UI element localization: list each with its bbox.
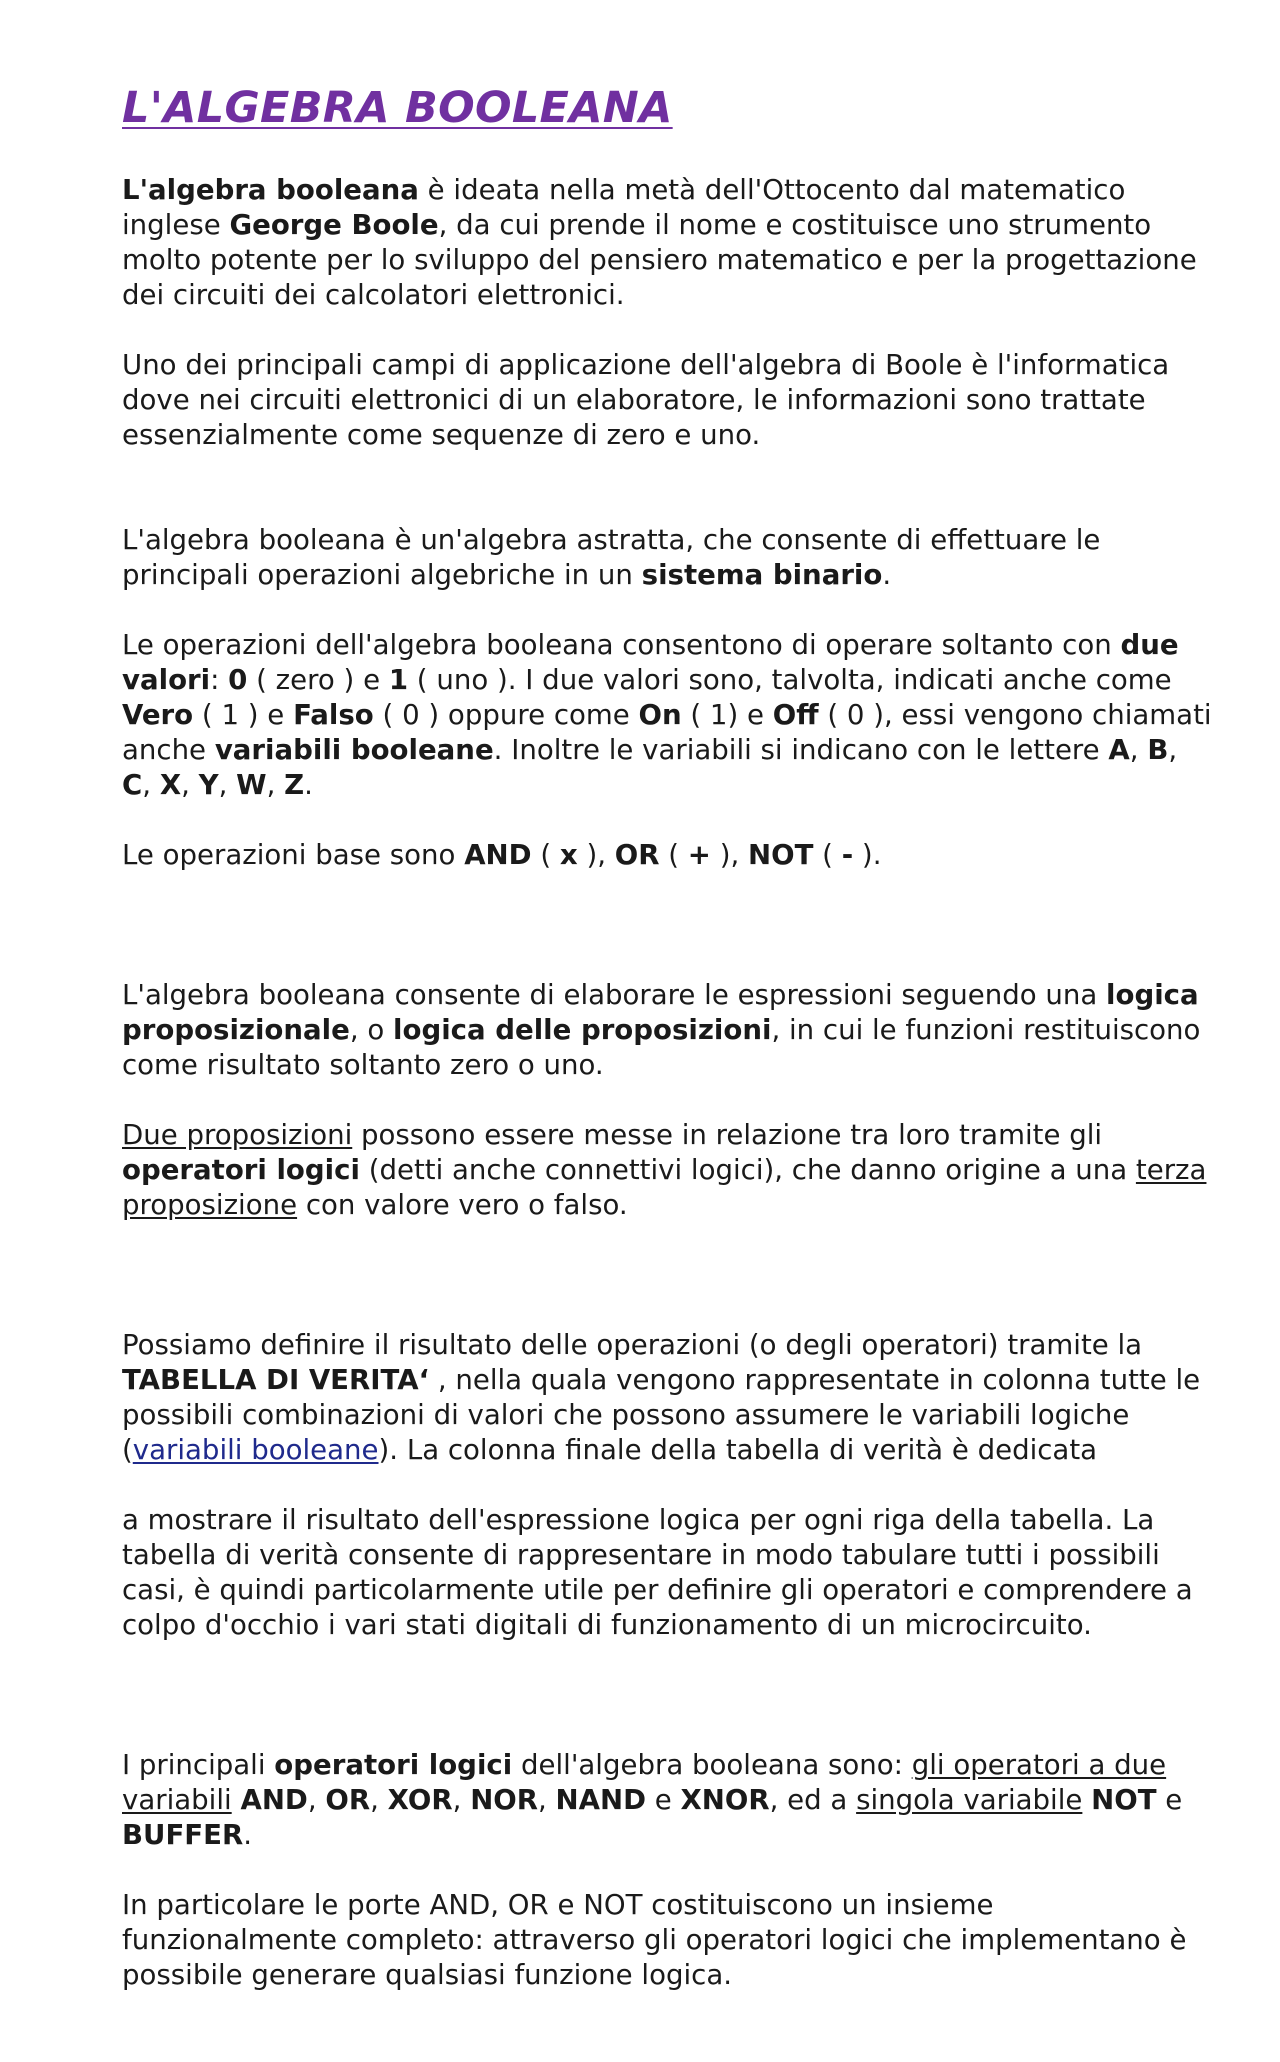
bold-term: BUFFER [122,1818,244,1851]
text: : [210,663,229,696]
paragraph-propositional-logic [122,942,1212,1257]
letter: Z [284,768,305,801]
bold-term: + [687,838,711,871]
bold-term: AND [464,838,532,871]
letter: C [122,768,143,801]
text: ( [659,838,688,871]
text: I principali [122,1748,275,1781]
text: , [452,1783,471,1816]
paragraph-binary-system [122,487,1212,907]
bold-term: OR [614,838,660,871]
separator: , [1168,733,1178,766]
text: , [370,1783,388,1816]
line [122,1747,1212,1852]
text: . [882,558,892,591]
text: , [538,1783,556,1816]
bold-term: Falso [293,698,374,731]
text: Le operazioni base sono [122,838,465,871]
text: dell'algebra booleana sono: [512,1748,912,1781]
text: , ed a [769,1783,857,1816]
underlined-term: singola variabile [856,1783,1083,1816]
text: In particolare le porte AND, OR e NOT costituiscono un insieme funzionalmente completo: attraverso gli operatori logici che implementano è possibile generare qualsiasi funzione logica. [122,1888,1187,1991]
paragraph-truth-table [122,1292,1212,1677]
line [122,1117,1212,1222]
bold-term: AND [240,1783,308,1816]
bold-term: NOT [748,838,814,871]
text: Uno dei principali campi di applicazione dell'algebra di Boole è l'informatica dove nei circuiti elettronici di un elaboratore, le informazioni sono trattate essenzialmente come sequenze di zero e uno. [122,348,1170,451]
letter: B [1147,733,1169,766]
line [122,1887,1212,1992]
underlined-term: gli operatori a due variabili [122,1748,1167,1816]
document-page [122,82,1212,2062]
bold-term: OR [325,1783,371,1816]
text: . [304,768,313,801]
separator: , [142,768,160,801]
text: e [1156,1783,1183,1816]
bold-term: XOR [387,1783,453,1816]
bold-term: logica proposizionale [122,978,1199,1046]
bold-term: XNOR [680,1783,770,1816]
bold-term: On [638,698,682,731]
text: . [243,1818,253,1851]
line [122,627,1212,802]
letter: W [236,768,267,801]
bold-term: operatori logici [274,1748,513,1781]
line [122,837,1212,872]
bold-term: NAND [555,1783,646,1816]
text: e [646,1783,681,1816]
text: ( [813,838,842,871]
line [122,522,1212,592]
text: Possiamo definire il risultato delle operazioni (o degli operatori) tramite la [122,1328,1143,1361]
bold-term: 1 [388,663,409,696]
text: a mostrare il risultato dell'espressione logica per ogni riga della tabella. La tabella di verità consente di rappresentare in modo tabulare tutti i possibili casi, è quindi particolarmente utile per definire gli operatori e comprendere a colpo d'occhio i vari stati digitali di funzionamento di un microcircuito. [122,1503,1193,1641]
text: ( uno ). I due valori sono, talvolta, indicati anche come [408,663,1172,696]
bold-term: due valori [122,628,1179,696]
paragraph-applications [122,347,1212,452]
bold-term: x [559,838,578,871]
text: ( 1 ) e [193,698,294,731]
text: Le operazioni dell'algebra booleana consentono di operare soltanto con [122,628,1121,661]
text: ), [710,838,749,871]
bold-term: NOR [470,1783,538,1816]
text: ( [531,838,560,871]
separator: , [266,768,285,801]
page-title: L'ALGEBRA BOOLEANA [122,83,673,133]
bold-term: NOT [1091,1783,1157,1816]
separator: , [218,768,237,801]
text: (detti anche connettivi logici), che danno origine a una [359,1153,1136,1186]
letter: A [1108,733,1130,766]
underlined-term: terza proposizione [122,1153,1207,1221]
bold-term: 0 [228,663,248,696]
text: con valore vero o falso. [297,1188,628,1221]
bold-term: operatori logici [122,1153,360,1186]
bold-term: logica delle proposizioni [393,1013,772,1046]
text: ( 0 ), essi vengono chiamati anche [122,698,1212,766]
text: L'algebra booleana è un'algebra astratta, che consente di effettuare le principali operazioni algebriche in un [122,523,1101,591]
bold-term: Off [772,698,819,731]
text: ). La colonna finale della tabella di verità è dedicata [378,1433,1098,1466]
text: ( 0 ) oppure come [373,698,639,731]
letter: X [159,768,182,801]
text: ( zero ) e [247,663,389,696]
separator: , [181,768,199,801]
text: ( 1) e [681,698,773,731]
text: , o [349,1013,394,1046]
variabili-booleane-link[interactable]: variabili booleane [132,1433,379,1466]
paragraph-intro [122,172,1212,312]
bold-term: sistema binario [641,558,883,591]
text: , da cui prende il nome e costituisce uno strumento molto potente per lo sviluppo del pensiero matematico e per la progettazione dei circuiti dei calcolatori elettronici. [122,208,1197,311]
line [122,1502,1212,1642]
text: . Inoltre le variabili si indicano con le lettere [493,733,1109,766]
paragraph-logic-operators [122,1712,1212,2027]
underlined-term: Due proposizioni [122,1118,353,1151]
text: L'algebra booleana consente di elaborare le espressioni seguendo una [122,978,1107,1011]
text: possono essere messe in relazione tra loro tramite gli [352,1118,1103,1151]
bold-term: TABELLA DI VERITA‘ [122,1363,430,1396]
bold-term: George Boole [229,208,439,241]
separator: , [1129,733,1148,766]
line [122,1327,1212,1467]
line [122,977,1212,1082]
bold-term: - [841,838,854,871]
letter: Y [198,768,219,801]
bold-term: variabili booleane [214,733,494,766]
text: ). [853,838,882,871]
text: è ideata nella metà dell'Ottocento dal matematico inglese [122,173,1126,241]
bold-term: Vero [122,698,194,731]
bold-term: L'algebra booleana [122,173,419,206]
text: , in cui le funzioni restituiscono come risultato soltanto zero o uno. [122,1013,1201,1081]
text: , [307,1783,326,1816]
text: ), [577,838,615,871]
text: , nella quala vengono rappresentate in colonna tutte le possibili combinazioni di valori che possono assumere le variabili logiche ( [122,1363,1201,1466]
text [1082,1783,1091,1816]
